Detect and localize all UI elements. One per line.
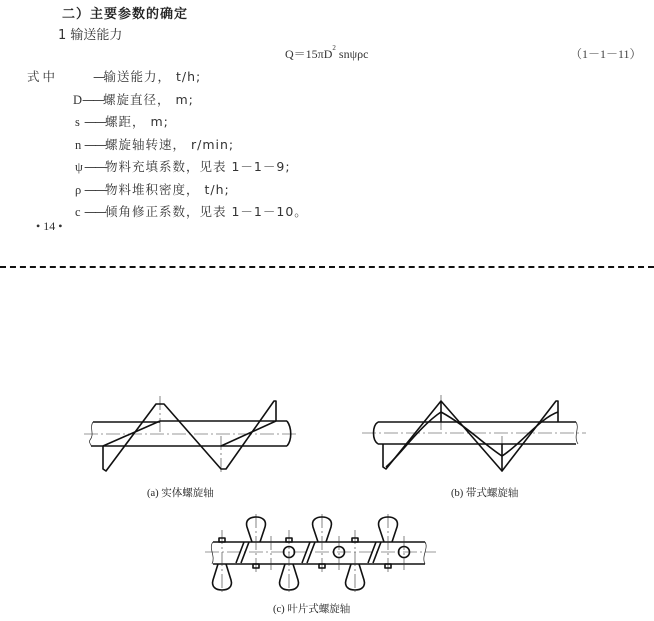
definition-dash: — bbox=[93, 69, 104, 84]
formula-lhs: Q＝15πD bbox=[285, 47, 333, 61]
definition-symbol: c bbox=[75, 205, 81, 219]
definition-dash: —— bbox=[84, 159, 105, 174]
figure-a-caption: (a) 实体螺旋轴 bbox=[147, 488, 214, 499]
definition-dash: —— bbox=[84, 182, 105, 197]
figure-a-solid-screw-shaft bbox=[84, 396, 298, 474]
figure-c-caption: (c) 叶片式螺旋轴 bbox=[273, 604, 351, 615]
definition-text: 螺距， m; bbox=[105, 114, 169, 129]
definition-text: 螺旋轴转速， r/min; bbox=[105, 137, 235, 152]
definition-text: 螺旋直径， m; bbox=[103, 92, 194, 107]
definition-dash: —— bbox=[84, 204, 105, 219]
definition-text: 物料充填系数，见表 1－1－9; bbox=[105, 159, 291, 174]
formula-rhs: snψρc bbox=[335, 47, 369, 61]
page-number: • 14 • bbox=[36, 219, 63, 233]
definition-dash: —— bbox=[82, 92, 104, 107]
definition-dash: —— bbox=[84, 114, 105, 129]
definition-symbol: s bbox=[75, 115, 80, 129]
equation-number: （1－1－11） bbox=[570, 47, 642, 61]
definition-text: 倾角修正系数，见表 1－1－10。 bbox=[105, 204, 308, 219]
figure-b-caption: (b) 带式螺旋轴 bbox=[451, 488, 519, 499]
definition-dash: —— bbox=[84, 137, 105, 152]
definition-symbol: ψ bbox=[75, 160, 83, 174]
definition-text: 输送能力， t/h; bbox=[103, 69, 202, 84]
definition-symbol: ρ bbox=[75, 183, 82, 197]
formula-exponent: 2 bbox=[332, 44, 336, 52]
subsection-heading: 1 输送能力 bbox=[58, 28, 123, 43]
definition-symbol: D bbox=[73, 93, 83, 107]
definition-text: 物料堆积密度， t/h; bbox=[105, 182, 230, 197]
definitions-intro: 式中 bbox=[27, 69, 59, 84]
definition-symbol: n bbox=[75, 138, 82, 152]
section-heading: 二）主要参数的确定 bbox=[62, 7, 189, 22]
figure-c-paddle-screw-shaft bbox=[205, 514, 436, 592]
figure-b-ribbon-screw-shaft bbox=[362, 395, 586, 474]
